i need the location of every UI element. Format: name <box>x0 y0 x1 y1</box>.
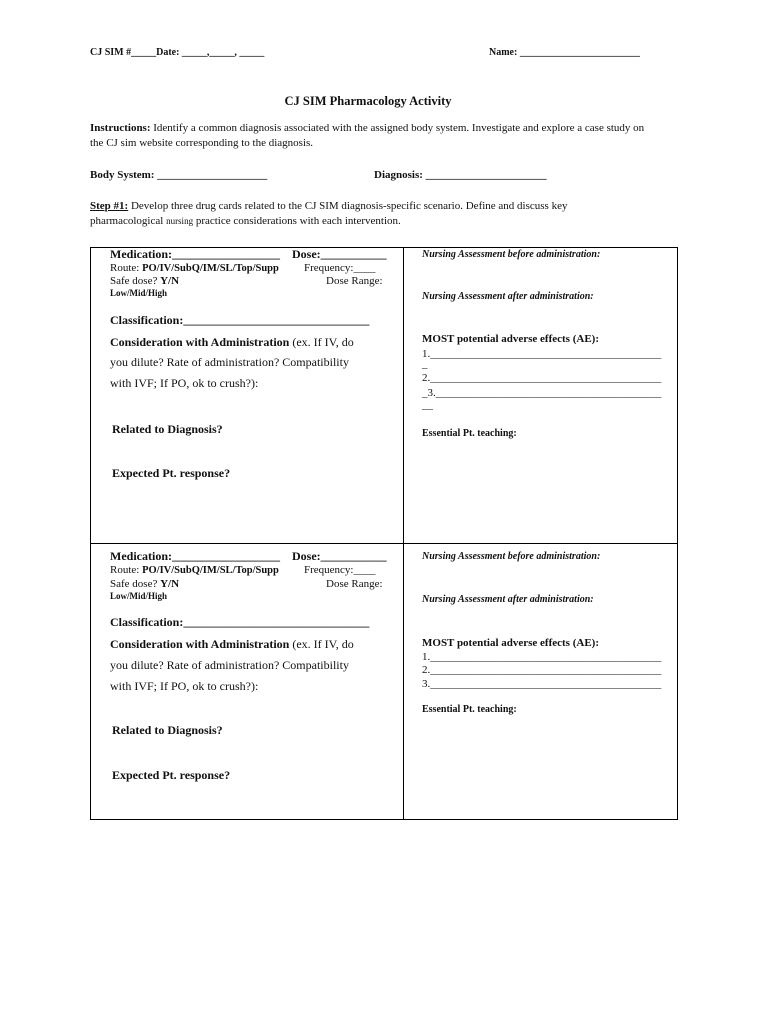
step1-text-b: practice considerations with each intervention. <box>193 215 401 227</box>
classification-label: Classification:_______________________________ <box>110 313 370 327</box>
step1-nursing: nursing <box>166 216 194 226</box>
ae-line-1: 1.__________________________________________ <box>422 651 662 663</box>
consideration-line-3: with IVF; If PO, ok to crush?): <box>110 679 259 693</box>
consideration-text-1: (ex. If IV, do <box>289 335 354 349</box>
consideration-text-1: (ex. If IV, do <box>289 637 354 651</box>
instructions-text: Identify a common diagnosis associated with the assigned body system. Investigate and explore a case study on the CJ sim website corresponding to the diagnosis. <box>90 122 645 149</box>
ae-line-1-wrap: _ <box>422 358 428 370</box>
route-field <box>110 564 279 576</box>
body-system-field: Body System: ____________________ <box>90 169 268 181</box>
classification-field <box>110 313 369 328</box>
ae-line-2: 2.__________________________________________ <box>422 372 662 384</box>
assessment-before-label: Nursing Assessment before administration: <box>422 551 601 562</box>
low-mid-high-label: Low/Mid/High <box>110 288 168 298</box>
card-divider <box>403 544 404 819</box>
assessment-after-label: Nursing Assessment after administration: <box>422 291 594 302</box>
instructions-paragraph <box>90 121 650 151</box>
safe-dose-yn: Y/N <box>160 578 180 590</box>
consideration-line-2: you dilute? Rate of administration? Compatibility <box>110 658 349 672</box>
medication-field: Medication:__________________ <box>110 247 280 261</box>
step1-label: Step #1: <box>90 200 129 212</box>
dose-range-field: Dose Range: <box>326 275 383 287</box>
drug-card-1 <box>90 247 678 544</box>
related-diagnosis-label: Related to Diagnosis? <box>112 422 223 436</box>
step1-text-a: Develop three drug cards related to the CJ SIM diagnosis-specific scenario. Define and discuss key pharmacological <box>90 200 568 227</box>
consideration-line-1 <box>110 637 354 652</box>
low-mid-high-label: Low/Mid/High <box>110 591 168 601</box>
ae-line-3: _3._________________________________________ <box>422 387 662 399</box>
consideration-line-2: you dilute? Rate of administration? Compatibility <box>110 355 349 369</box>
medication-field: Medication:__________________ <box>110 549 280 563</box>
name-field: Name: ________________________ <box>489 47 640 58</box>
dose-field: Dose:___________ <box>292 549 387 563</box>
route-label: Route: <box>110 262 143 274</box>
adverse-effects-label: MOST potential adverse effects (AE): <box>422 333 599 345</box>
ae-line-2: 2.__________________________________________ <box>422 664 662 676</box>
diagnosis-field: Diagnosis: ______________________ <box>374 169 547 181</box>
safe-dose-yn: Y/N <box>160 275 180 287</box>
safe-dose-label: Safe dose? <box>110 275 161 287</box>
safe-dose-label: Safe dose? <box>110 578 161 590</box>
assessment-before-label: Nursing Assessment before administration: <box>422 249 601 260</box>
related-diagnosis-label: Related to Diagnosis? <box>112 723 223 737</box>
instructions-label: Instructions: <box>90 122 151 134</box>
route-field <box>110 262 279 274</box>
ae-line-3-wrap: __ <box>422 399 433 411</box>
expected-response-label: Expected Pt. response? <box>112 768 231 782</box>
adverse-effects-label: MOST potential adverse effects (AE): <box>422 637 599 649</box>
ae-line-3: 3.__________________________________________ <box>422 678 662 690</box>
classification-field <box>110 615 369 630</box>
patient-teaching-label: Essential Pt. teaching: <box>422 704 517 715</box>
classification-label: Classification:_______________________________ <box>110 615 370 629</box>
dose-field: Dose:___________ <box>292 247 387 261</box>
step1-paragraph <box>90 199 610 229</box>
consideration-label: Consideration with Administration <box>110 637 290 651</box>
consideration-line-3: with IVF; If PO, ok to crush?): <box>110 376 259 390</box>
page-title: CJ SIM Pharmacology Activity <box>284 94 452 108</box>
consideration-label: Consideration with Administration <box>110 335 290 349</box>
sim-date-field: CJ SIM #_____Date: _____,_____, _____ <box>90 47 265 58</box>
expected-response-label: Expected Pt. response? <box>112 466 231 480</box>
frequency-field: Frequency:____ <box>304 262 376 274</box>
frequency-field: Frequency:____ <box>304 564 376 576</box>
drug-card-2 <box>90 543 678 820</box>
assessment-after-label: Nursing Assessment after administration: <box>422 594 594 605</box>
route-options: PO/IV/SubQ/IM/SL/Top/Supp <box>142 263 279 274</box>
patient-teaching-label: Essential Pt. teaching: <box>422 428 517 439</box>
route-options: PO/IV/SubQ/IM/SL/Top/Supp <box>142 565 279 576</box>
ae-line-1: 1.__________________________________________ <box>422 348 662 360</box>
dose-range-field: Dose Range: <box>326 578 383 590</box>
card-divider <box>403 248 404 543</box>
safe-dose-field <box>110 275 179 287</box>
consideration-line-1 <box>110 335 354 350</box>
route-label: Route: <box>110 564 143 576</box>
safe-dose-field <box>110 578 179 590</box>
